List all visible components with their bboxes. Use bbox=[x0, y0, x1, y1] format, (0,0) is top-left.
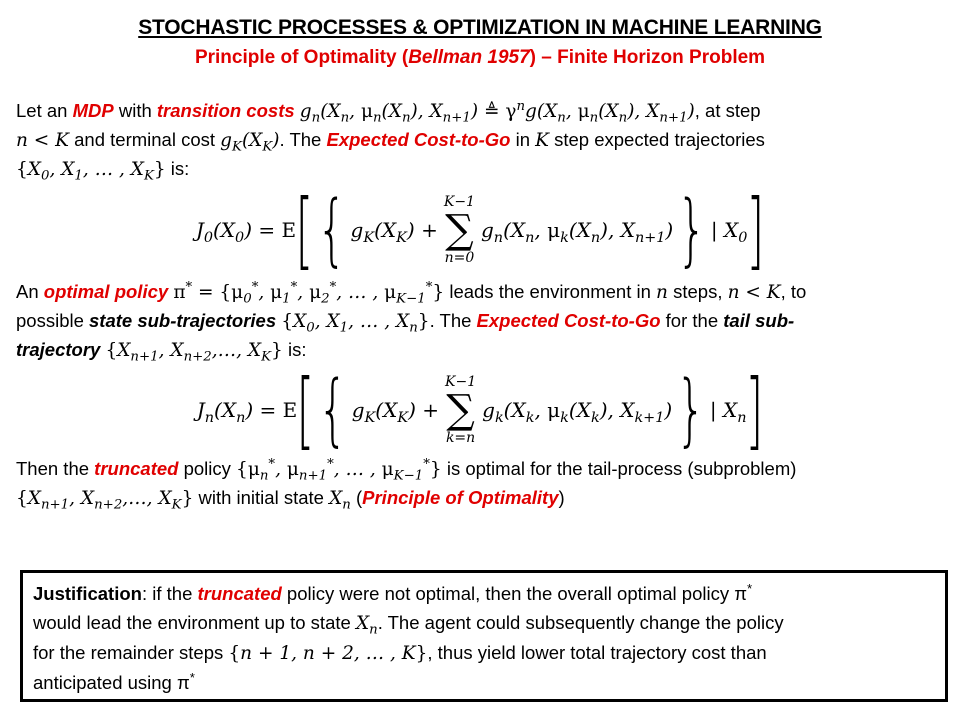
sum-symbol: K−1 ∑ k=n bbox=[445, 374, 477, 446]
paragraph-truncated-policy: Then the truncated policy {$\mu_n^*$, $\mu_{n+1}^*$, … , $\mu_{K-1}^*$} is optimal for the tail-process (subproblem) {$X_{n+1}$, $X_{n+2},\dots$, $X_K$} with initial state $X_n$ (Principle of Optimality) bbox=[16, 456, 797, 513]
equation-jn: $J_n(X_n) = E$ [ { $g_K(X_K)$ + K−1 ∑ k=n $g_k(X_k$, $\mu_k(X_k)$, $X_{k+1}$) } | $X_n$ ] bbox=[196, 361, 764, 459]
term-expected-cost-to-go: Expected Cost-to-Go bbox=[326, 129, 511, 150]
equation-j0: $J_0(X_0) = E$ [ { $g_K(X_K)$ + K−1 ∑ n=0 $g_n(X_n$, $\mu_k(X_n)$, $X_{n+1}$) } | $X_0$ ] bbox=[195, 181, 765, 279]
transition-cost-formula: $g_n(X_n$, $\mu_n(X_n)$, $X_{n+1}$) ≜ $\gamma^ng(X_n$, $\mu_n(X_n)$, $X_{n+1}$) bbox=[299, 98, 695, 126]
term-truncated-2: truncated bbox=[197, 583, 282, 604]
term-expected-cost-to-go-2: Expected Cost-to-Go bbox=[476, 310, 661, 331]
sum-symbol: K−1 ∑ n=0 bbox=[443, 194, 475, 266]
term-transition-costs: transition costs bbox=[156, 100, 295, 121]
term-state-sub-trajectories: state sub-trajectories bbox=[89, 310, 277, 331]
term-optimal-policy: optimal policy bbox=[43, 281, 169, 302]
subtitle-reference: Bellman 1957 bbox=[408, 47, 530, 68]
page-subtitle bbox=[0, 47, 960, 69]
paragraph-optimal-policy: An optimal policy $\pi^* = \{\mu_0^*$, $\mu_1^*$, $\mu_2^*$, … , $\mu_{K-1}^*$} leads the environment in n steps, n < K, to possible state sub-trajectories {$X_0$, $X_1$, … , $X_n$}. The Expected Cost-to-Go for the tail sub- trajectory {$X_{n+1}$, $X_{n+2},\dots$, $X_K$} is: bbox=[16, 279, 807, 365]
term-mdp: MDP bbox=[72, 100, 114, 121]
subtitle-post: ) – Finite Horizon Problem bbox=[529, 47, 766, 68]
justification-box: Justification: if the truncated policy were not optimal, then the overall optimal policy π* would lead the environment up to state $X_n$. The agent could subsequently change the policy for the remainder steps {n + 1, n + 2, … , K}, thus yield lower total trajectory cost than anticipated using π* bbox=[20, 570, 948, 702]
paragraph-mdp-definition: Let an MDP with transition costs $g_n(X_n$, $\mu_n(X_n)$, $X_{n+1}$) ≜ $\gamma^ng(X_n$, $\mu_n(X_n)$, $X_{n+1}$), at step n < K and terminal cost $g_K(X_K)$. The Expected Cost-to-Go in K step expected trajectories {$X_0$, $X_1$, … , $X_K$} is: bbox=[16, 98, 765, 184]
justification-label: Justification bbox=[33, 583, 142, 604]
page-title: STOCHASTIC PROCESSES & OPTIMIZATION IN MACHINE LEARNING bbox=[138, 16, 822, 39]
term-principle-of-optimality: Principle of Optimality bbox=[362, 487, 559, 508]
term-truncated: truncated bbox=[94, 458, 179, 479]
subtitle-pre: Principle of Optimality ( bbox=[194, 47, 409, 68]
